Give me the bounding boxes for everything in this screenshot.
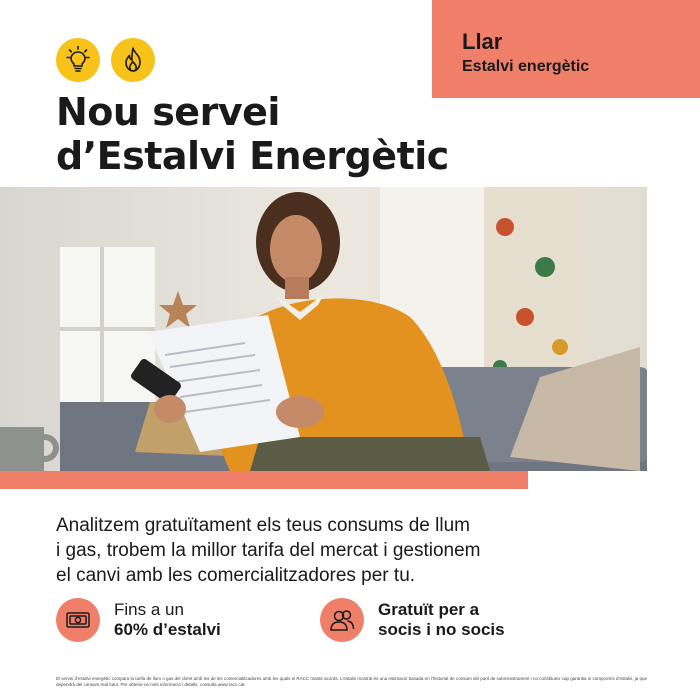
title-line-1: Nou servei — [56, 90, 280, 134]
feature-savings-text — [114, 600, 221, 640]
hero-photo — [0, 187, 647, 471]
people-icon — [320, 598, 364, 642]
flame-icon — [111, 38, 155, 82]
money-bill-icon — [56, 598, 100, 642]
accent-bar — [0, 471, 528, 489]
light-bulb-icon — [56, 38, 100, 82]
tag-subtitle: Estalvi energètic — [462, 58, 590, 75]
category-tag — [432, 0, 700, 98]
legal-disclaimer: El servei d’estalvi energètic compara la tarifa de llum o gas del client amb les de les comercialitzadores amb les quals el RACC manté acords. L’estalvi mostrat és una estimació basada en l’historial de consum del punt de subministrament i no constitueix cap garantia ni compromís d’estalvi, ja que dependrà del consum real futur. Per obtenir-ne més informació i detalls, consulta www.racc.cat. — [56, 676, 648, 687]
description-line-2: i gas, trobem la millor tarifa del mercat i gestionem — [56, 540, 481, 561]
feature-free-line-2: socis i no socis — [378, 620, 505, 639]
feature-savings — [56, 598, 221, 642]
title-line-2: d’Estalvi Energètic — [56, 134, 449, 178]
feature-free — [320, 598, 505, 642]
feature-free-line-1: Gratuït per a — [378, 600, 480, 619]
description-line-1: Analitzem gratuïtament els teus consums de llum — [56, 515, 470, 536]
description-line-3: el canvi amb les comercialitzadores per tu. — [56, 565, 416, 586]
feature-savings-line-2: 60% d’estalvi — [114, 620, 221, 639]
feature-savings-line-1: Fins a un — [114, 600, 184, 619]
page-title — [56, 90, 576, 178]
tag-title: Llar — [462, 29, 503, 54]
description-text — [56, 513, 656, 588]
feature-free-text — [378, 600, 505, 640]
